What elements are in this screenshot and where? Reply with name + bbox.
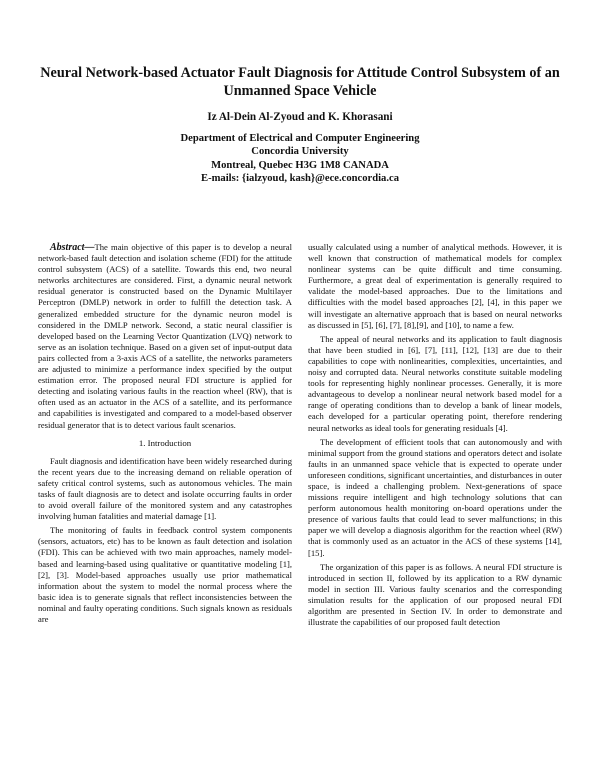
paper-title: Neural Network-based Actuator Fault Diagnosis for Attitude Control Subsystem of an Unmanned Space Vehicle [40, 65, 560, 99]
affiliation-email: E-mails: {ialzyoud, kash}@ece.concordia.ca [201, 173, 399, 185]
affiliation-city: Montreal, Quebec H3G 1M8 CANADA [211, 159, 389, 171]
body-paragraph: usually calculated using a number of analytical methods. However, it is well known that construction of mathematical models for complex nonlinear systems can be quite difficult and time consuming. Furthermore, a great deal of experimentation is generally required to validate the model-based approaches. Due to the limitations and difficulties with the model based approaches [2], [4], in this paper we will investigate an alternative approach that is based on neural networks as discussed in [5], [6], [7], [8],[9], and [10], to name a few. [308, 242, 562, 330]
abstract-label: Abstract— [50, 242, 95, 253]
affiliation-department: Department of Electrical and Computer Engineering [180, 133, 420, 144]
left-column [38, 242, 292, 628]
body-paragraph: The organization of this paper is as follows. A neural FDI structure is introduced in section II, followed by its application to a RW dynamic model in section III. Various faulty scenarios and the corresponding simulation results for the application of our proposed neural FDI algorithm are presented in Section IV. In order to demonstrate and illustrate the capabilities of our proposed fault detection [308, 561, 562, 628]
abstract-text: The main objective of this paper is to develop a neural network-based fault detection and isolation scheme (FDI) for the attitude control subsystem (ACS) of a satellite. Towards this end, two neural networks architectures are considered. First, a dynamic neural network residual generator is constructed based on the Dynamic Multilayer Perceptron (DMLP) network in order to fulfill the detection task. A generalized embedded structure for the dynamic neuron model is considered in the DMLP network. Second, a static neural classifier is developed based on the Learning Vector Quantization (LVQ) network to serve as an isolation technique. Based on a given set of input-output data pairs collected from a 3-axis ACS of a satellite, the networks parameters are adjusted to minimize a performance index specified by the output estimation error. The proposed neural FDI structure is applied for detecting and isolating various faults in the reaction wheel (RW), that is often used as an actuator in the ACS of a satellite, and its performance and capabilities is investigated and compared to a model-based observer residual generator that is to detect various fault scenarios. [38, 242, 292, 430]
abstract-paragraph [38, 242, 292, 431]
intro-paragraph: Fault diagnosis and identification have been widely researched during the recent years due to the increasing demand on reliable operation of safety critical control systems, such as autonomous vehicles. The main tasks of fault diagnosis are to detect and isolate occurring faults in order to avoid overall failure of the monitored system and any catastrophes involving human fatalities and material damage [1]. [38, 455, 292, 522]
paper-authors: Iz Al-Dein Al-Zyoud and K. Khorasani [207, 111, 393, 123]
body-paragraph: The appeal of neural networks and its application to fault diagnosis that have been studied in [6], [7], [11], [12], [13] are due to their capabilities to cope with nonlinearities, complexities, uncertainties, and noisy and corrupted data. Neural networks constitute suitable modeling tools for representing highly nonlinear processes. Generally, it is more advantageous to develop a nonlinear neural network based model for a range of operating conditions than to develop a bank of linear models, each developed for a particular operating point, therefore rendering neural networks as ideal tools for generating residuals [4]. [308, 333, 562, 433]
affiliation-university: Concordia University [251, 146, 349, 158]
intro-paragraph: The monitoring of faults in feedback control system components (sensors, actuators, etc) has to be known as fault detection and isolation (FDI). This can be achieved with two main approaches, namely model-based and learning-based using qualitative or quantitative modeling [1], [2], [3]. Model-based approaches usually use prior mathematical information about the system to model the normal process where the basic idea is to generate signals that reflect inconsistencies between the nominal and faulty operating conditions. Such signals known as residuals are [38, 525, 292, 624]
author-affiliation [40, 132, 560, 186]
body-paragraph: The development of efficient tools that can autonomously and with minimal support from the ground stations and operators detect and isolate faults in an unmanned space vehicle that is expected to operate under unforeseen conditions, significant uncertainties, and disturbances in outer space, is indeed a challenging problem. Next-generations of space missions require intelligent and high technology solutions that can perform autonomous health monitoring on-board operations under the presence of various faults that could lead to sever malfunctions; in this paper we will develop a diagnosis algorithm for the reaction wheel (RW) that is commonly used as an actuator in the ACS of these systems [14], [15]. [308, 436, 562, 558]
paper-header [40, 64, 560, 186]
right-column [308, 242, 562, 631]
introduction-heading: 1. Introduction [138, 437, 192, 448]
